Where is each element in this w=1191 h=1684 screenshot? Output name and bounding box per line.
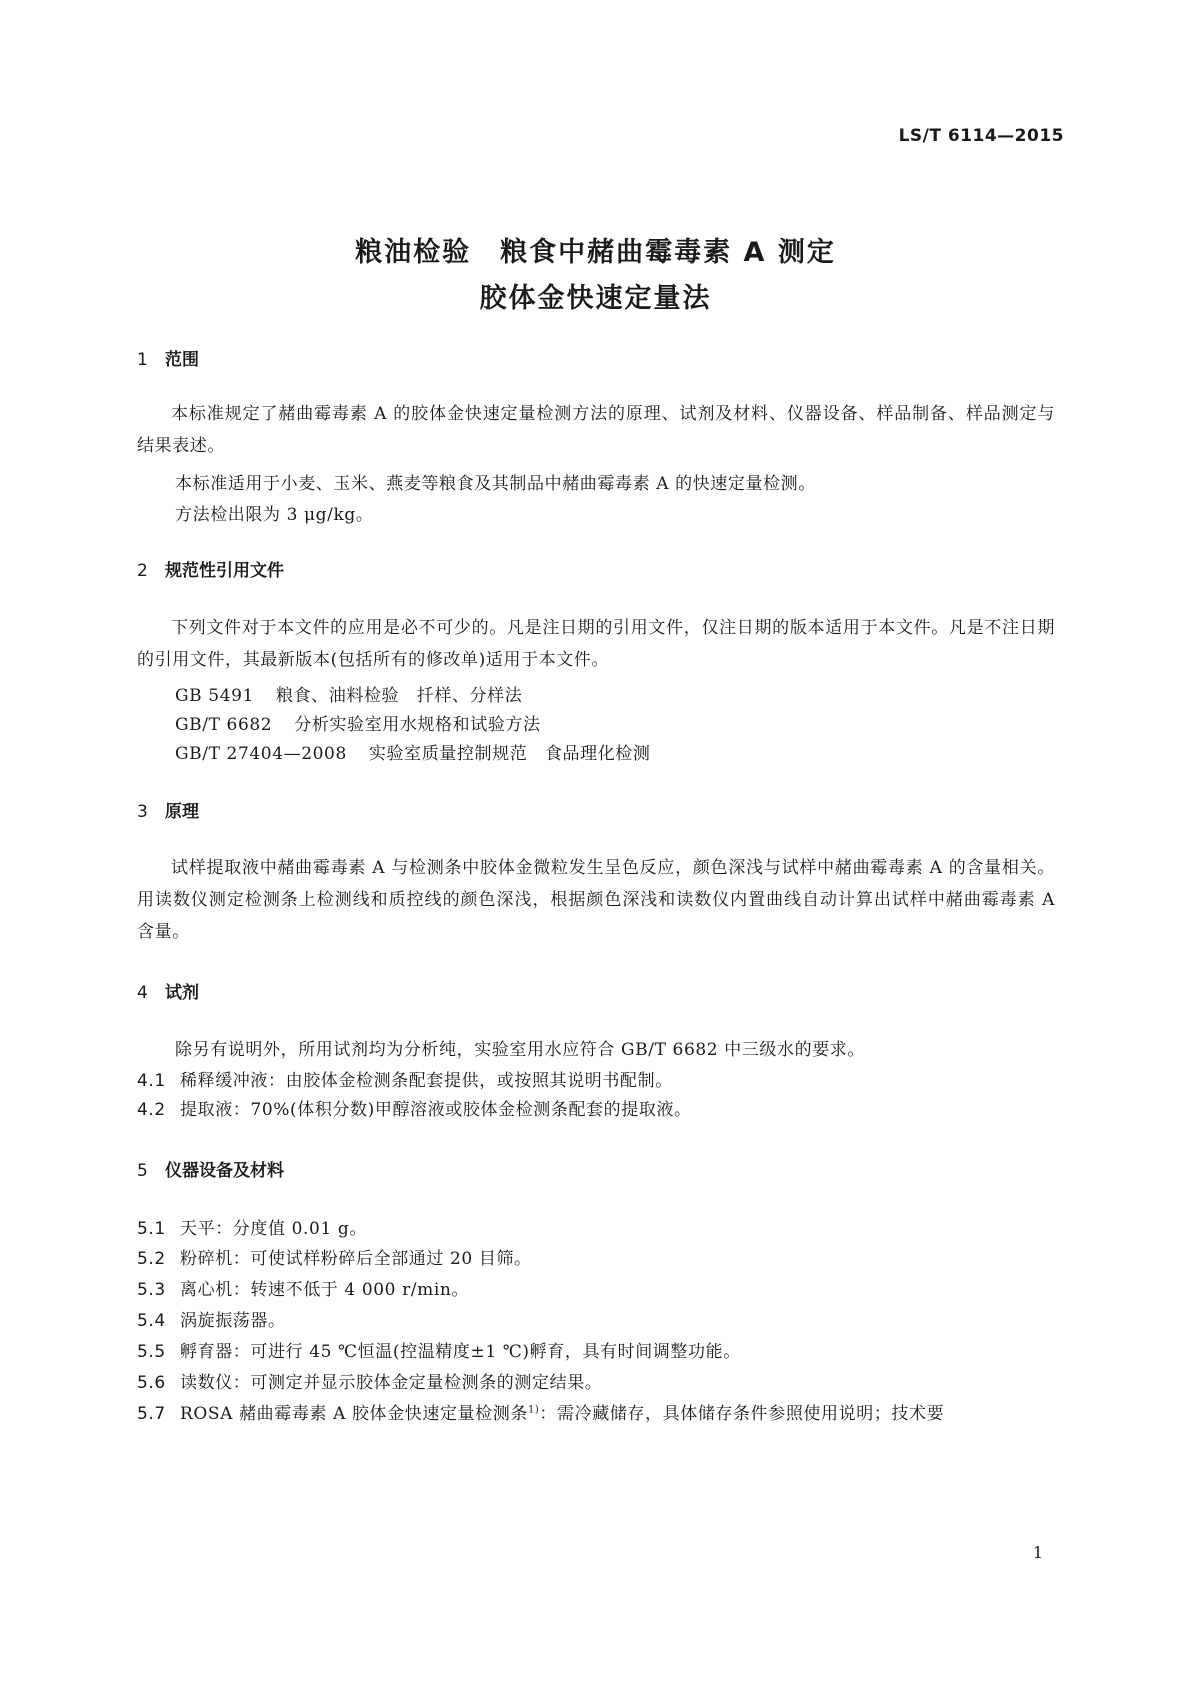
reference-title: 分析实验室用水规格和试验方法: [294, 715, 541, 735]
section-number: 1: [137, 350, 148, 370]
section-5-heading: [137, 1156, 284, 1181]
standard-code: LS/T 6114—2015: [898, 126, 1064, 146]
list-item: [137, 1399, 944, 1424]
normative-reference: [175, 739, 651, 764]
item-number: 4.2: [137, 1100, 166, 1120]
item-number: 5.4: [137, 1311, 166, 1331]
item-text: 涡旋振荡器。: [180, 1311, 286, 1331]
page-number: 1: [1032, 1543, 1043, 1562]
section-number: 2: [137, 561, 148, 581]
section-2-heading: [137, 556, 284, 581]
document-title-line2: 胶体金快速定量法: [479, 283, 712, 314]
list-item: [137, 1244, 532, 1269]
section-title: 范围: [165, 350, 199, 370]
item-text-continued: ：需冷藏储存，具体储存条件参照使用说明；技术要: [539, 1404, 945, 1424]
list-item: [137, 1214, 367, 1239]
section-number: 3: [137, 802, 148, 822]
paragraph: 方法检出限为 3 μg/kg。: [175, 505, 374, 525]
item-text: 孵育器：可进行 45 ℃恒温(控温精度±1 ℃)孵育，具有时间调整功能。: [180, 1342, 741, 1362]
section-4-heading: [137, 978, 199, 1003]
footnote-marker: 1): [527, 1404, 540, 1416]
item-text: 稀释缓冲液：由胶体金检测条配套提供，或按照其说明书配制。: [180, 1071, 673, 1091]
item-number: 5.5: [137, 1342, 166, 1362]
list-item: [137, 1066, 673, 1091]
list-item: [137, 1095, 692, 1120]
item-number: 5.3: [137, 1280, 166, 1300]
item-number: 5.1: [137, 1219, 166, 1239]
item-number: 5.2: [137, 1249, 166, 1269]
item-number: 4.1: [137, 1071, 166, 1091]
document-title-line1: 粮油检验 粮食中赭曲霉毒素 A 测定: [355, 237, 836, 268]
section-3-heading: [137, 797, 199, 822]
item-text: 离心机：转速不低于 4 000 r/min。: [180, 1280, 470, 1300]
item-text: 读数仪：可测定并显示胶体金定量检测条的测定结果。: [180, 1373, 603, 1393]
normative-reference: [175, 681, 522, 706]
list-item: [137, 1337, 741, 1362]
section-title: 原理: [165, 802, 199, 822]
list-item: [137, 1306, 286, 1331]
item-number: 5.6: [137, 1373, 166, 1393]
list-item: [137, 1368, 602, 1393]
reference-code: GB 5491: [175, 686, 254, 706]
section-title: 仪器设备及材料: [165, 1161, 284, 1181]
paragraph: 本标准规定了赭曲霉毒素 A 的胶体金快速定量检测方法的原理、试剂及材料、仪器设备、样品制备、样品测定与结果表述。: [137, 404, 1055, 456]
paragraph: 下列文件对于本文件的应用是必不可少的。凡是注日期的引用文件，仅注日期的版本适用于本文件。凡是不注日期的引用文件，其最新版本(包括所有的修改单)适用于本文件。: [137, 618, 1055, 670]
reference-code: GB/T 27404—2008: [175, 744, 347, 764]
section-title: 规范性引用文件: [165, 561, 284, 581]
list-item: [137, 1275, 469, 1300]
section-number: 5: [137, 1161, 148, 1181]
section-title: 试剂: [165, 983, 199, 1003]
reference-title: 实验室质量控制规范 食品理化检测: [368, 744, 651, 764]
item-number: 5.7: [137, 1404, 166, 1424]
section-1-heading: [137, 345, 199, 370]
item-text: ROSA 赭曲霉毒素 A 胶体金快速定量检测条: [180, 1404, 528, 1424]
paragraph: 本标准适用于小麦、玉米、燕麦等粮食及其制品中赭曲霉毒素 A 的快速定量检测。: [175, 474, 816, 494]
item-text: 提取液：70%(体积分数)甲醇溶液或胶体金检测条配套的提取液。: [180, 1100, 692, 1120]
section-number: 4: [137, 983, 148, 1003]
reference-title: 粮食、油料检验 扦样、分样法: [275, 686, 523, 706]
paragraph: 除另有说明外，所用试剂均为分析纯，实验室用水应符合 GB/T 6682 中三级水的要求。: [175, 1040, 866, 1060]
item-text: 天平：分度值 0.01 g。: [180, 1219, 367, 1239]
paragraph: 试样提取液中赭曲霉毒素 A 与检测条中胶体金微粒发生呈色反应，颜色深浅与试样中赭曲霉毒素 A 的含量相关。用读数仪测定检测条上检测线和质控线的颜色深浅，根据颜色深浅和读数仪内置曲线自动计算出试样中赭曲霉毒素 A 含量。: [137, 858, 1055, 942]
normative-reference: [175, 710, 541, 735]
item-text: 粉碎机：可使试样粉碎后全部通过 20 目筛。: [180, 1249, 532, 1269]
reference-code: GB/T 6682: [175, 715, 273, 735]
